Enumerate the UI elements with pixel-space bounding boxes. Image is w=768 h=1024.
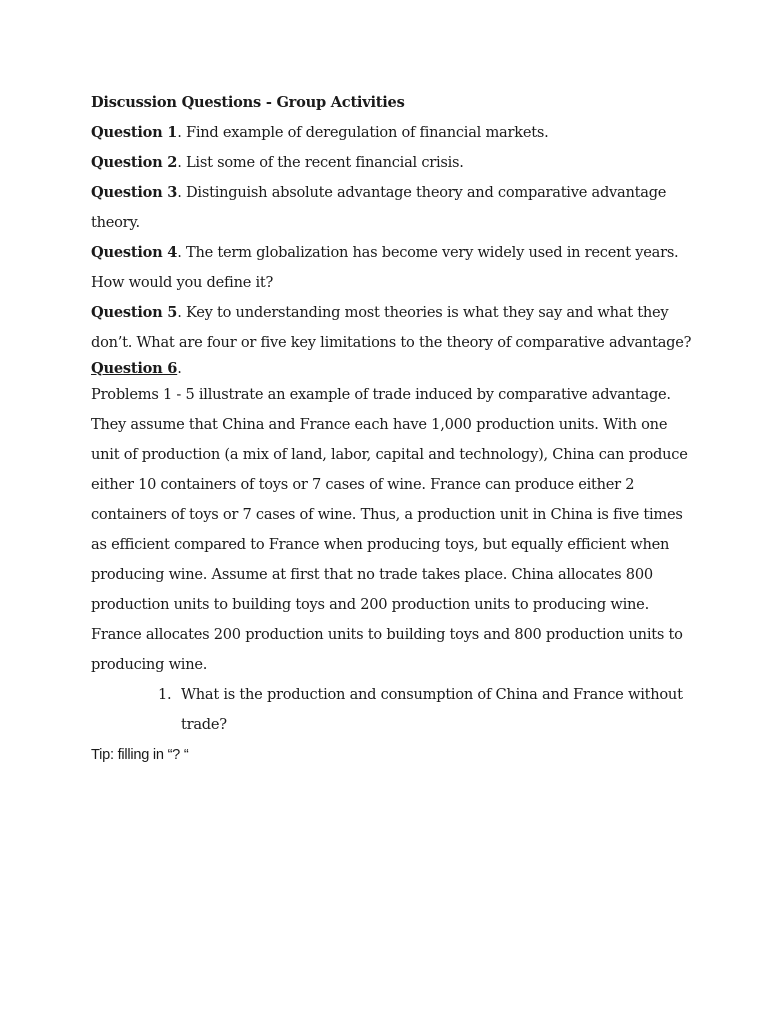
question-label: Question 5 [91,304,178,321]
question-label: Question 4 [91,244,178,261]
question-5 [91,298,691,328]
question-4-continuation: How would you define it? [91,274,274,291]
problem-line: producing wine. Assume at first that no trade takes place. China allocates 800 [91,566,653,583]
numbered-list-item [91,680,691,740]
problem-line: Problems 1 - 5 illustrate an example of trade induced by comparative advantage. [91,386,671,403]
list-number: 1. [158,686,172,703]
question-5-continuation: don’t. What are four or five key limitations to the theory of comparative advantage? [91,334,692,351]
problem-line: France allocates 200 production units to building toys and 800 production units to [91,626,683,643]
problem-line: They assume that China and France each have 1,000 production units. With one [91,416,668,433]
question-text: . List some of the recent financial crisis. [177,154,464,171]
question-label: Question 3 [91,184,178,201]
question-2 [91,148,691,178]
problem-line: containers of toys or 7 cases of wine. Thus, a production unit in China is five times [91,506,683,523]
question-text: . Find example of deregulation of financial markets. [177,124,549,141]
question-3-continuation: theory. [91,214,140,231]
question-1 [91,118,691,148]
question-6 [91,358,691,380]
list-item-text: What is the production and consumption of China and France without [181,686,683,703]
problem-line: unit of production (a mix of land, labor, capital and technology), China can produce [91,446,688,463]
tip-text: Tip: filling in “? “ [91,747,189,763]
list-item-text: trade? [181,716,227,733]
question-label: Question 6 [91,360,178,377]
question-4 [91,238,691,268]
problem-line: either 10 containers of toys or 7 cases of wine. France can produce either 2 [91,476,635,493]
problem-paragraph [91,380,691,680]
question-3 [91,178,691,208]
question-text: . Key to understanding most theories is what they say and what they [177,304,669,321]
problem-line: producing wine. [91,656,208,673]
question-text: . [177,360,182,377]
question-text: . The term globalization has become very widely used in recent years. [177,244,679,261]
question-label: Question 1 [91,124,178,141]
problem-line: production units to building toys and 200 production units to producing wine. [91,596,649,613]
question-label: Question 2 [91,154,178,171]
question-text: . Distinguish absolute advantage theory and comparative advantage [177,184,667,201]
document-title: Discussion Questions - Group Activities [91,94,405,111]
problem-line: as efficient compared to France when producing toys, but equally efficient when [91,536,670,553]
document-body [91,88,691,770]
